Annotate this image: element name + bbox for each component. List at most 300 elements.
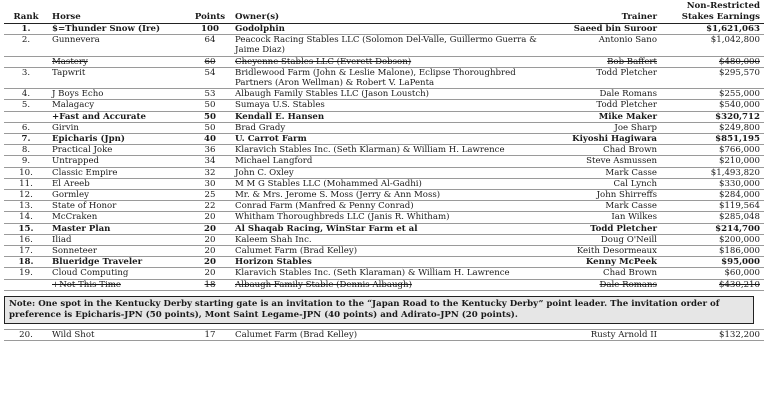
points-cell-text: 20 — [204, 212, 216, 223]
owner-cell-text: Klaravich Stables Inc. (Seth Klaraman) & William H. Lawrence — [235, 268, 510, 279]
owner-cell-text: Kendall E. Hansen — [235, 111, 325, 122]
earnings-cell — [661, 111, 764, 122]
earnings-cell — [661, 329, 764, 340]
horse-cell-text: Wild Shot — [52, 329, 95, 340]
owner-cell — [231, 279, 557, 290]
horse-cell-text: Untrapped — [52, 156, 100, 167]
header-earnings — [661, 0, 764, 24]
owner-cell-text: Bridlewood Farm (John & Leslie Malone), Eclipse Thoroughbred Partners (Aron Wellman) & Robert V. LaPenta — [235, 67, 516, 89]
header-earnings-line2: Stakes Earnings — [681, 11, 760, 22]
owner-cell — [231, 167, 557, 178]
earnings-cell — [661, 134, 764, 145]
trainer-cell — [557, 178, 661, 189]
owner-cell — [231, 201, 557, 212]
header-horse: Horse — [52, 11, 81, 22]
trainer-cell-text: Mark Casse — [605, 201, 657, 212]
rank-cell-text: 10. — [19, 167, 33, 178]
rank-cell-text: 16. — [19, 234, 33, 245]
points-cell-text: 17 — [204, 329, 216, 340]
horse-cell — [48, 167, 189, 178]
trainer-cell-text: Doug O'Neill — [600, 234, 657, 245]
earnings-cell-text: $285,048 — [718, 212, 760, 223]
header-rank: Rank — [13, 11, 39, 22]
trainer-cell — [557, 35, 661, 56]
points-cell-text: 32 — [204, 167, 216, 178]
rank-cell — [4, 89, 48, 100]
owner-cell — [231, 257, 557, 268]
earnings-cell — [661, 234, 764, 245]
points-cell — [189, 35, 231, 56]
horse-cell — [48, 35, 189, 56]
trainer-cell — [557, 89, 661, 100]
points-cell-text: 50 — [204, 111, 216, 122]
table-row — [4, 89, 764, 100]
horse-cell — [48, 246, 189, 257]
horse-cell — [48, 24, 189, 35]
earnings-cell — [661, 89, 764, 100]
points-cell — [189, 178, 231, 189]
table-row — [4, 190, 764, 201]
points-cell-text: 30 — [204, 178, 216, 189]
earnings-cell-text: $480,000 — [718, 56, 760, 67]
owner-cell — [231, 234, 557, 245]
horse-cell — [48, 178, 189, 189]
owner-cell — [231, 329, 557, 340]
trainer-cell — [557, 246, 661, 257]
horse-cell-text: +Not This Time — [52, 279, 121, 290]
horse-cell-text: Tapwrit — [52, 67, 86, 78]
horse-cell — [48, 329, 189, 340]
horse-cell — [48, 122, 189, 133]
header-points: Points — [194, 11, 226, 22]
trainer-cell-text: Todd Pletcher — [596, 100, 657, 111]
table-row — [4, 329, 764, 340]
points-cell-text: 20 — [204, 223, 216, 234]
earnings-cell-text: $430,210 — [718, 279, 760, 290]
earnings-cell-text: $214,700 — [715, 223, 760, 234]
rank-cell — [4, 134, 48, 145]
earnings-cell-text: $766,000 — [718, 145, 760, 156]
rank-cell-text: 2. — [21, 35, 31, 46]
trainer-cell — [557, 257, 661, 268]
earnings-cell-text: $132,200 — [718, 329, 760, 340]
earnings-cell — [661, 100, 764, 111]
earnings-cell-text: $540,000 — [718, 100, 760, 111]
table-row — [4, 122, 764, 133]
horse-cell-text: Blueridge Traveler — [52, 257, 143, 268]
points-cell — [189, 268, 231, 279]
earnings-cell — [661, 122, 764, 133]
earnings-cell — [661, 156, 764, 167]
points-cell — [189, 201, 231, 212]
rank-cell — [4, 111, 48, 122]
horse-cell — [48, 67, 189, 88]
horse-cell-text: Practical Joke — [52, 145, 113, 156]
trainer-cell — [557, 111, 661, 122]
owner-cell-text: Mr. & Mrs. Jerome S. Moss (Jerry & Ann Moss) — [235, 190, 441, 201]
trainer-cell-text: Joe Sharp — [614, 122, 657, 133]
trainer-cell-text: Saeed bin Suroor — [573, 24, 657, 34]
table-header-row — [4, 0, 764, 24]
earnings-cell — [661, 246, 764, 257]
owner-cell-text: Al Shaqab Racing, WinStar Farm et al — [235, 223, 418, 234]
rank-cell-text: 17. — [19, 246, 33, 257]
horse-cell-text: El Areeb — [52, 178, 90, 189]
earnings-cell-text: $119,564 — [718, 201, 760, 212]
points-cell-text: 22 — [204, 201, 216, 212]
horse-cell — [48, 111, 189, 122]
owner-cell — [231, 111, 557, 122]
earnings-cell-text: $186,000 — [718, 246, 760, 257]
horse-cell — [48, 257, 189, 268]
earnings-cell — [661, 35, 764, 56]
points-cell — [189, 24, 231, 35]
points-cell — [189, 100, 231, 111]
horse-cell-text: Iliad — [52, 234, 72, 245]
standings-table-continued — [4, 329, 764, 341]
earnings-cell — [661, 223, 764, 234]
trainer-cell — [557, 24, 661, 35]
rank-cell — [4, 122, 48, 133]
points-cell — [189, 190, 231, 201]
table-row — [4, 212, 764, 223]
trainer-cell — [557, 100, 661, 111]
owner-cell-text: Calumet Farm (Brad Kelley) — [235, 246, 358, 257]
points-cell — [189, 156, 231, 167]
trainer-cell — [557, 122, 661, 133]
earnings-cell — [661, 212, 764, 223]
trainer-cell — [557, 167, 661, 178]
points-cell-text: 36 — [204, 145, 216, 156]
owner-cell — [231, 89, 557, 100]
rank-cell — [4, 279, 48, 290]
table-row — [4, 234, 764, 245]
rank-cell-text: 3. — [21, 67, 31, 78]
points-cell-text: 53 — [204, 89, 216, 100]
trainer-cell — [557, 223, 661, 234]
points-cell-text: 20 — [204, 234, 216, 245]
rank-cell — [4, 246, 48, 257]
horse-cell-text: State of Honor — [52, 201, 117, 212]
trainer-cell-text: Ian Wilkes — [611, 212, 657, 223]
rank-cell-text: 13. — [19, 201, 33, 212]
points-cell — [189, 257, 231, 268]
owner-cell-text: Sumaya U.S. Stables — [235, 100, 325, 111]
owner-cell — [231, 190, 557, 201]
trainer-cell — [557, 234, 661, 245]
table-row — [4, 167, 764, 178]
trainer-cell-text: Dale Romans — [599, 279, 657, 290]
standings-table — [4, 0, 764, 291]
horse-cell — [48, 201, 189, 212]
earnings-cell-text: $1,621,063 — [706, 24, 760, 34]
table-row — [4, 223, 764, 234]
rank-cell — [4, 257, 48, 268]
trainer-cell-text: Bob Baffert — [607, 56, 657, 67]
horse-cell — [48, 190, 189, 201]
owner-cell-text: Klaravich Stables Inc. (Seth Klarman) & William H. Lawrence — [235, 145, 505, 156]
owner-cell — [231, 56, 557, 67]
points-cell — [189, 89, 231, 100]
owner-cell-text: Calumet Farm (Brad Kelley) — [235, 329, 358, 340]
rank-cell-text: 6. — [21, 122, 31, 133]
rank-cell — [4, 178, 48, 189]
rank-cell — [4, 329, 48, 340]
trainer-cell — [557, 212, 661, 223]
table-row — [4, 100, 764, 111]
trainer-cell-text: Mark Casse — [605, 167, 657, 178]
earnings-cell-text: $249,800 — [718, 122, 760, 133]
owner-cell — [231, 156, 557, 167]
table-row — [4, 24, 764, 35]
owner-cell — [231, 35, 557, 56]
points-cell — [189, 246, 231, 257]
points-cell-text: 20 — [204, 257, 216, 268]
table-row — [4, 67, 764, 88]
points-cell — [189, 56, 231, 67]
owner-cell — [231, 24, 557, 35]
horse-cell — [48, 134, 189, 145]
table-body — [4, 24, 764, 291]
rank-cell — [4, 35, 48, 56]
earnings-cell — [661, 145, 764, 156]
points-cell-text: 18 — [204, 279, 216, 290]
rank-cell — [4, 234, 48, 245]
header-earnings-line1: Non-Restricted — [686, 1, 760, 11]
trainer-cell-text: Cal Lynch — [613, 178, 657, 189]
rank-cell — [4, 145, 48, 156]
owner-cell-text: U. Carrot Farm — [235, 134, 307, 145]
points-cell — [189, 234, 231, 245]
points-cell — [189, 223, 231, 234]
table-row — [4, 56, 764, 67]
earnings-cell — [661, 190, 764, 201]
trainer-cell — [557, 134, 661, 145]
rank-cell — [4, 100, 48, 111]
owner-cell-text: Albaugh Family Stables LLC (Jason Loustch) — [235, 89, 430, 100]
horse-cell — [48, 234, 189, 245]
points-cell-text: 20 — [204, 246, 216, 257]
rank-cell — [4, 56, 48, 67]
points-cell-text: 25 — [204, 190, 216, 201]
rank-cell — [4, 223, 48, 234]
table-row — [4, 134, 764, 145]
rank-cell — [4, 268, 48, 279]
points-cell — [189, 329, 231, 340]
trainer-cell-text: Chad Brown — [603, 145, 657, 156]
trainer-cell-text: Rusty Arnold II — [590, 329, 657, 340]
rank-cell-text: 9. — [21, 156, 31, 167]
rank-cell-text: 20. — [19, 329, 33, 340]
standings-document — [4, 0, 764, 341]
owner-cell — [231, 100, 557, 111]
header-owner: Owner(s) — [235, 11, 280, 22]
horse-cell — [48, 223, 189, 234]
table-row — [4, 257, 764, 268]
trainer-cell-text: John Shirreffs — [596, 190, 657, 201]
trainer-cell-text: Antonio Sano — [598, 35, 657, 46]
horse-cell-text: Girvin — [52, 122, 79, 133]
rank-cell-text: 14. — [19, 212, 33, 223]
rank-cell-text: 12. — [19, 190, 33, 201]
trainer-cell — [557, 268, 661, 279]
owner-cell-text: Cheyenne Stables LLC (Everett Dobson) — [235, 56, 412, 67]
earnings-cell — [661, 67, 764, 88]
rank-cell-text: 18. — [18, 257, 34, 268]
table-body-continued — [4, 329, 764, 340]
table-row — [4, 145, 764, 156]
earnings-cell-text: $1,493,820 — [710, 167, 760, 178]
horse-cell-text: $=Thunder Snow (Ire) — [52, 24, 161, 34]
trainer-cell-text: Mike Maker — [598, 111, 657, 122]
horse-cell-text: Malagacy — [52, 100, 95, 111]
owner-cell — [231, 145, 557, 156]
owner-cell — [231, 268, 557, 279]
owner-cell-text: Kaleem Shah Inc. — [235, 234, 312, 245]
rank-cell-text: 4. — [21, 89, 31, 100]
rank-cell-text: 15. — [18, 223, 34, 234]
trainer-cell — [557, 145, 661, 156]
trainer-cell-text: Kenny McPeek — [585, 257, 657, 268]
trainer-cell — [557, 67, 661, 88]
trainer-cell-text: Keith Desormeaux — [576, 246, 657, 257]
earnings-cell-text: $851,195 — [715, 134, 760, 145]
owner-cell-text: Whitham Thoroughbreds LLC (Janis R. Whitham) — [235, 212, 450, 223]
earnings-cell — [661, 167, 764, 178]
earnings-cell — [661, 257, 764, 268]
rank-cell — [4, 67, 48, 88]
horse-cell-text: Sonneteer — [52, 246, 97, 257]
table-row — [4, 201, 764, 212]
points-cell — [189, 67, 231, 88]
owner-cell — [231, 212, 557, 223]
horse-cell-text: Cloud Computing — [52, 268, 129, 279]
earnings-cell-text: $255,000 — [718, 89, 760, 100]
horse-cell — [48, 268, 189, 279]
points-cell-text: 60 — [204, 56, 216, 67]
rank-cell-text: 19. — [19, 268, 33, 279]
trainer-cell-text: Dale Romans — [599, 89, 657, 100]
points-cell-text: 20 — [204, 268, 216, 279]
owner-cell — [231, 178, 557, 189]
points-cell-text: 40 — [204, 134, 216, 145]
rank-cell — [4, 24, 48, 35]
horse-cell — [48, 279, 189, 290]
horse-cell-text: Mastery — [52, 56, 88, 67]
rank-cell — [4, 201, 48, 212]
owner-cell-text: Albaugh Family Stable (Dennis Albaugh) — [235, 279, 412, 290]
rank-cell-text: 8. — [21, 145, 31, 156]
points-cell-text: 50 — [204, 122, 216, 133]
earnings-cell-text: $95,000 — [721, 257, 760, 268]
owner-cell-text: Peacock Racing Stables LLC (Solomon Del-Valle, Guillermo Guerra & Jaime Diaz) — [235, 35, 537, 56]
table-row — [4, 178, 764, 189]
horse-cell-text: +Fast and Accurate — [52, 111, 146, 122]
points-cell — [189, 134, 231, 145]
horse-cell — [48, 89, 189, 100]
owner-cell — [231, 67, 557, 88]
rank-cell — [4, 167, 48, 178]
horse-cell-text: Gormley — [52, 190, 89, 201]
trainer-cell-text: Todd Pletcher — [590, 223, 657, 234]
table-row — [4, 268, 764, 279]
horse-cell-text: Master Plan — [52, 223, 111, 234]
earnings-cell — [661, 178, 764, 189]
owner-cell-text: Conrad Farm (Manfred & Penny Conrad) — [235, 201, 414, 212]
points-cell — [189, 145, 231, 156]
owner-cell — [231, 134, 557, 145]
table-row — [4, 156, 764, 167]
earnings-cell — [661, 279, 764, 290]
horse-cell-text: Epicharis (Jpn) — [52, 134, 125, 145]
earnings-cell — [661, 201, 764, 212]
rank-cell — [4, 212, 48, 223]
trainer-cell — [557, 190, 661, 201]
trainer-cell-text: Kiyoshi Hagiwara — [572, 134, 657, 145]
trainer-cell — [557, 56, 661, 67]
earnings-cell-text: $284,000 — [718, 190, 760, 201]
header-trainer: Trainer — [621, 11, 657, 22]
horse-cell-text: Gunnevera — [52, 35, 100, 46]
trainer-cell-text: Todd Pletcher — [596, 67, 657, 78]
rank-cell-text: 5. — [21, 100, 31, 111]
owner-cell — [231, 223, 557, 234]
owner-cell-text: M M G Stables LLC (Mohammed Al-Gadhi) — [235, 178, 422, 189]
points-cell-text: 100 — [201, 24, 219, 34]
trainer-cell — [557, 329, 661, 340]
earnings-cell-text: $295,570 — [718, 67, 760, 78]
horse-cell-text: McCraken — [52, 212, 98, 223]
table-row — [4, 279, 764, 290]
horse-cell-text: J Boys Echo — [52, 89, 104, 100]
earnings-cell-text: $1,042,800 — [710, 35, 760, 46]
table-row — [4, 246, 764, 257]
owner-cell — [231, 246, 557, 257]
earnings-cell — [661, 24, 764, 35]
horse-cell — [48, 145, 189, 156]
rank-cell-text: 1. — [21, 24, 31, 34]
horse-cell — [48, 100, 189, 111]
rank-cell-text: 7. — [21, 134, 31, 145]
owner-cell-text: John C. Oxley — [235, 167, 294, 178]
trainer-cell — [557, 201, 661, 212]
owner-cell-text: Horizon Stables — [235, 257, 312, 268]
trainer-cell-text: Chad Brown — [603, 268, 657, 279]
points-cell-text: 54 — [204, 67, 216, 78]
horse-cell — [48, 156, 189, 167]
horse-cell-text: Classic Empire — [52, 167, 118, 178]
earnings-cell-text: $200,000 — [718, 234, 760, 245]
rank-cell-text: 11. — [19, 178, 33, 189]
points-cell — [189, 122, 231, 133]
earnings-cell-text: $210,000 — [718, 156, 760, 167]
rank-cell — [4, 156, 48, 167]
table-row — [4, 35, 764, 56]
trainer-cell — [557, 279, 661, 290]
earnings-cell-text: $330,000 — [718, 178, 760, 189]
trainer-cell — [557, 156, 661, 167]
points-cell — [189, 212, 231, 223]
trainer-cell-text: Steve Asmussen — [586, 156, 657, 167]
table-row — [4, 111, 764, 122]
earnings-cell — [661, 56, 764, 67]
rank-cell — [4, 190, 48, 201]
invitation-note: Note: One spot in the Kentucky Derby starting gate is an invitation to the “Japan Road to the Kentucky Derby” point leader. The invitation order of preference is Epicharis-JPN (50 points), Mont Saint Legame-JPN (40 points) and Adirato-JPN (20 points). — [4, 296, 754, 324]
horse-cell — [48, 212, 189, 223]
earnings-cell-text: $320,712 — [715, 111, 760, 122]
points-cell-text: 34 — [204, 156, 216, 167]
owner-cell-text: Michael Langford — [235, 156, 313, 167]
